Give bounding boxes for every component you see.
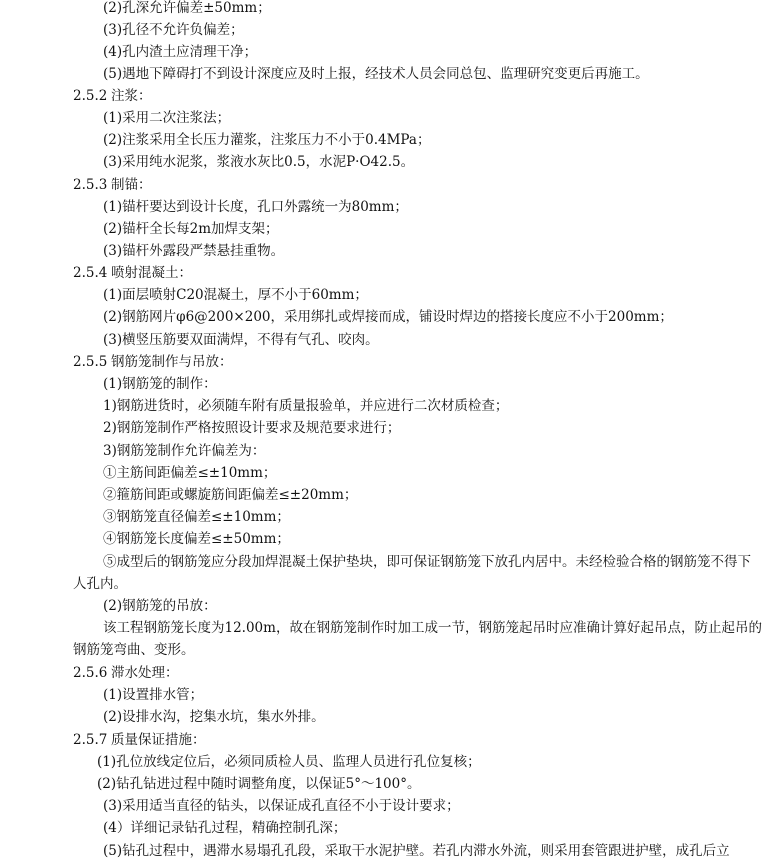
list-item: (2)钢筋网片φ6@200×200，采用绑扎或焊接而成，铺设时焊边的搭接长度应不小于200mm； [103, 309, 673, 325]
list-item: 3)钢筋笼制作允许偏差为： [103, 443, 266, 459]
paragraph: ⑤成型后的钢筋笼应分段加焊混凝土保护垫块，即可保证钢筋笼下放孔内居中。未经检验合格的钢筋笼不得下人孔内。 [73, 554, 751, 592]
list-item: (3)横竖压筋要双面满焊，不得有气孔、咬肉。 [103, 332, 379, 348]
list-item: 1)钢筋进货时，必须随车附有质量报验单，并应进行二次材质检查； [103, 398, 509, 414]
paragraph: 该工程钢筋笼长度为12.00m，故在钢筋笼制作时加工成一节，钢筋笼起吊时应准确计算好起吊点，防止起吊的钢筋笼弯曲、变形。 [73, 620, 762, 658]
section-heading [0, 351, 766, 373]
section-number: 2.5.6 [73, 665, 108, 681]
section-heading [0, 729, 766, 751]
section-title: 钢筋笼制作与吊放： [111, 354, 233, 370]
section-title: 喷射混凝土： [111, 265, 192, 281]
section-heading [0, 85, 766, 107]
list-item: (4）详细记录钻孔过程，精确控制孔深； [103, 820, 347, 836]
section-heading [0, 174, 766, 196]
list-item: (5)钻孔过程中，遇滞水易塌孔孔段，采取干水泥护壁。若孔内滞水外流，则采用套管跟进护壁，成孔后立 [103, 843, 730, 859]
list-item: (1)孔位放线定位后，必须同质检人员、监理人员进行孔位复核； [97, 754, 481, 770]
section-title: 制锚： [111, 177, 152, 193]
section-number: 2.5.5 [73, 354, 108, 370]
section-number: 2.5.2 [73, 88, 108, 104]
list-item: (3)锚杆外露段严禁悬挂重物。 [103, 243, 285, 259]
list-item: (2)设排水沟，挖集水坑，集水外排。 [103, 709, 325, 725]
section-number: 2.5.7 [73, 732, 108, 748]
list-item: ④钢筋笼长度偏差≤±50mm； [103, 531, 290, 547]
section-number: 2.5.4 [73, 265, 108, 281]
list-item: (3)采用适当直径的钻头，以保证成孔直径不小于设计要求； [103, 798, 460, 814]
list-item: (5)遇地下障碍打不到设计深度应及时上报，经技术人员会同总包、监理研究变更后再施工。 [103, 66, 649, 82]
list-item: (1)设置排水管； [103, 687, 204, 703]
section-title: 质量保证措施： [111, 732, 206, 748]
list-item: (3)采用纯水泥浆，浆液水灰比0.5，水泥P·O42.5。 [103, 154, 415, 170]
list-item: ②箍筋间距或螺旋筋间距偏差≤±20mm； [103, 487, 358, 503]
section-title: 注浆： [111, 88, 152, 104]
list-item: ①主筋间距偏差≤±10mm； [103, 465, 277, 481]
list-item: (1)锚杆要达到设计长度，孔口外露统一为80mm； [103, 199, 408, 215]
list-item: (3)孔径不允许负偏差； [103, 22, 244, 38]
section-heading [0, 662, 766, 684]
list-item: (1)钢筋笼的制作： [103, 376, 217, 392]
list-item: (1)采用二次注浆法； [103, 110, 231, 126]
list-item: (4)孔内渣土应清理干净； [103, 44, 258, 60]
section-title: 滞水处理： [111, 665, 179, 681]
list-item: (2)钻孔钻进过程中随时调整角度，以保证5°～100°。 [97, 776, 421, 792]
list-item: (2)孔深允许偏差±50mm； [103, 0, 271, 16]
list-item: (2)注浆采用全长压力灌浆，注浆压力不小于0.4MPa； [103, 132, 431, 148]
section-heading [0, 262, 766, 284]
list-item: ③钢筋笼直径偏差≤±10mm； [103, 509, 290, 525]
list-item: (2)钢筋笼的吊放： [103, 598, 217, 614]
list-item: (2)锚杆全长每2m加焊支架； [103, 221, 279, 237]
section-number: 2.5.3 [73, 177, 108, 193]
list-item: 2)钢筋笼制作严格按照设计要求及规范要求进行； [103, 420, 401, 436]
list-item: (1)面层喷射C20混凝土，厚不小于60mm； [103, 287, 368, 303]
